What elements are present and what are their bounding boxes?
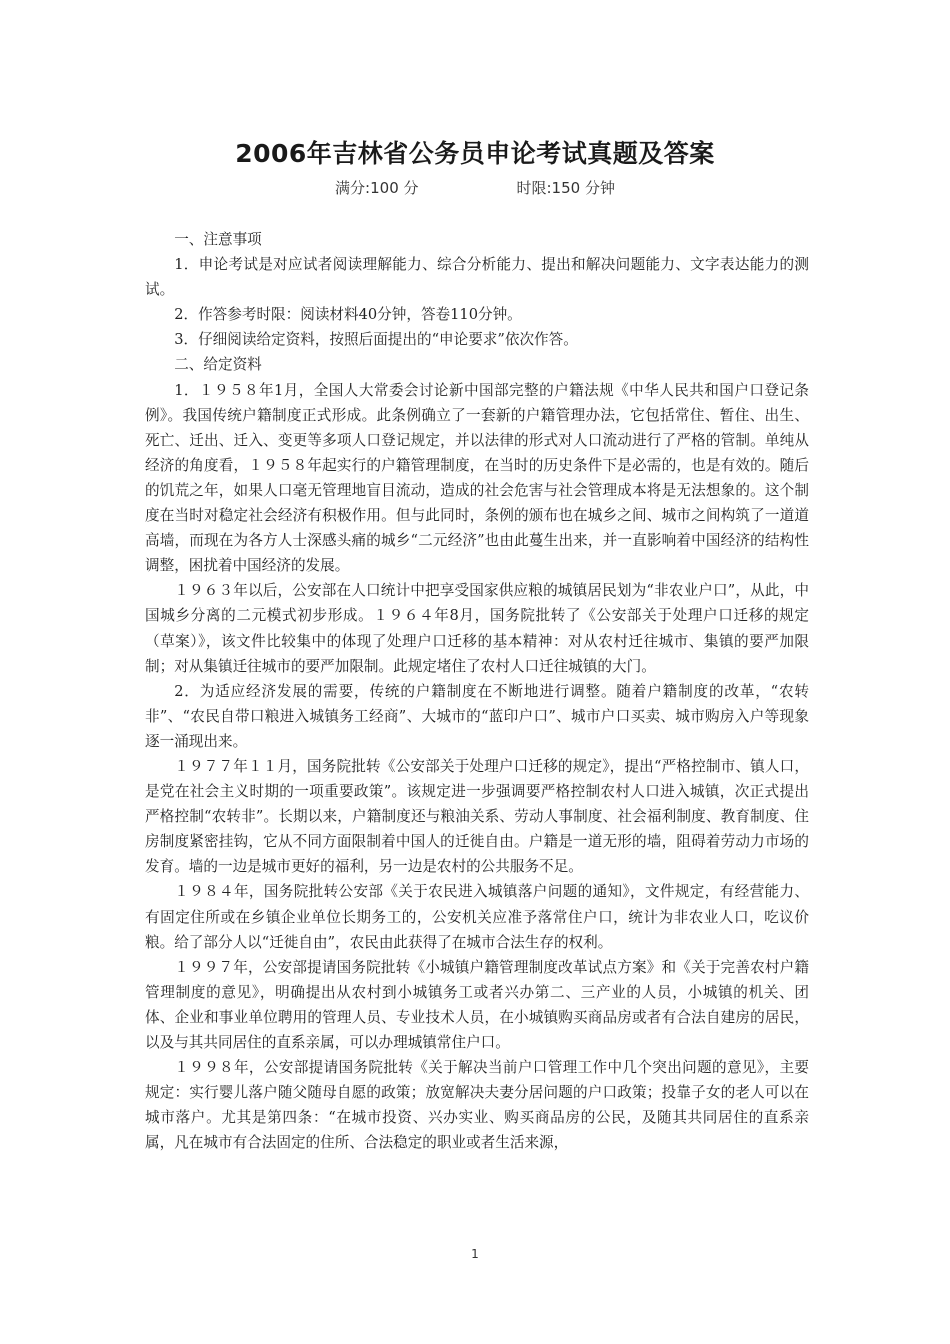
paragraph: 2．作答参考时限：阅读材料40分钟，答卷110分钟。 <box>174 306 522 324</box>
document-body <box>145 227 809 1155</box>
section-heading-materials: 二、给定资料 <box>174 356 262 374</box>
paragraph: １９８４年，国务院批转公安部《关于农民进入城镇落户问题的通知》，文件规定，有经营能力、有固定住所或在乡镇企业单位长期务工的，公安机关应准予落常住户口，统计为非农业人口，吃议价粮。给了部分人以“迁徙自由”，农民由此获得了在城市合法生存的权利。 <box>145 883 809 951</box>
exam-meta <box>0 177 950 198</box>
paragraph: 2．为适应经济发展的需要，传统的户籍制度在不断地进行调整。随着户籍制度的改革，“农转非”、“农民自带口粮进入城镇务工经商”、大城市的“蓝印户口”、城市户口买卖、城市购房入户等现象逐一涌现出来。 <box>145 682 809 750</box>
document-title: 2006年吉林省公务员申论考试真题及答案 <box>235 139 715 168</box>
paragraph: １９７７年１１月，国务院批转《公安部关于处理户口迁移的规定》，提出“严格控制市、镇人口，是党在社会主义时期的一项重要政策”。该规定进一步强调要严格控制农村人口进入城镇，次正式提出严格控制“农转非”。长期以来，户籍制度还与粮油关系、劳动人事制度、社会福利制度、教育制度、住房制度紧密挂钩，它从不同方面限制着中国人的迁徙自由。户籍是一道无形的墙，阻碍着劳动力市场的发育。墙的一边是城市更好的福利，另一边是农村的公共服务不足。 <box>145 757 809 876</box>
paragraph: １９９８年，公安部提请国务院批转《关于解决当前户口管理工作中几个突出问题的意见》，主要规定：实行婴儿落户随父随母自愿的政策；放宽解决夫妻分居问题的户口政策；投靠子女的老人可以在城市落户。尤其是第四条：“在城市投资、兴办实业、购买商品房的公民，及随其共同居住的直系亲属，凡在城市有合法固定的住所、合法稳定的职业或者生活来源， <box>145 1059 809 1152</box>
paragraph: １９６３年以后，公安部在人口统计中把享受国家供应粮的城镇居民划为“非农业户口”，从此，中国城乡分离的二元模式初步形成。１９６４年8月，国务院批转了《公安部关于处理户口迁移的规定（草案）》，该文件比较集中的体现了处理户口迁移的基本精神：对从农村迁往城市、集镇的要严加限制；对从集镇迁往城市的要严加限制。此规定堵住了农村人口迁往城镇的大门。 <box>145 582 809 675</box>
time-limit: 时限:150 分钟 <box>516 179 615 197</box>
paragraph: 3．仔细阅读给定资料，按照后面提出的“申论要求”依次作答。 <box>174 331 578 349</box>
paragraph: 1．申论考试是对应试者阅读理解能力、综合分析能力、提出和解决问题能力、文字表达能力的测试。 <box>145 256 809 299</box>
full-score: 满分:100 分 <box>335 179 419 197</box>
section-heading-notes: 一、注意事项 <box>174 231 262 248</box>
paragraph: １９９７年，公安部提请国务院批转《小城镇户籍管理制度改革试点方案》和《关于完善农村户籍管理制度的意见》，明确提出从农村到小城镇务工或者兴办第二、三产业的人员，小城镇的机关、团体、企业和事业单位聘用的管理人员、专业技术人员，在小城镇购买商品房或者有合法自建房的居民，以及与其共同居住的直系亲属，可以办理城镇常住户口。 <box>145 958 809 1051</box>
page-number: 1 <box>471 1247 479 1261</box>
paragraph: 1．１９５８年1月，全国人大常委会讨论新中国部完整的户籍法规《中华人民共和国户口登记条例》。我国传统户籍制度正式形成。此条例确立了一套新的户籍管理办法，它包括常住、暂住、出生、死亡、迁出、迁入、变更等多项人口登记规定，并以法律的形式对人口流动进行了严格的管制。单纯从经济的角度看，１９５８年起实行的户籍管理制度，在当时的历史条件下是必需的，也是有效的。随后的饥荒之年，如果人口毫无管理地盲目流动，造成的社会危害与社会管理成本将是无法想象的。这个制度在当时对稳定社会经济有积极作用。但与此同时，条例的颁布也在城乡之间、城市之间构筑了一道道高墙，而现在为各方人士深感头痛的城乡“二元经济”也由此蔓生出来，并一直影响着中国经济的结构性调整，困扰着中国经济的发展。 <box>145 381 809 575</box>
